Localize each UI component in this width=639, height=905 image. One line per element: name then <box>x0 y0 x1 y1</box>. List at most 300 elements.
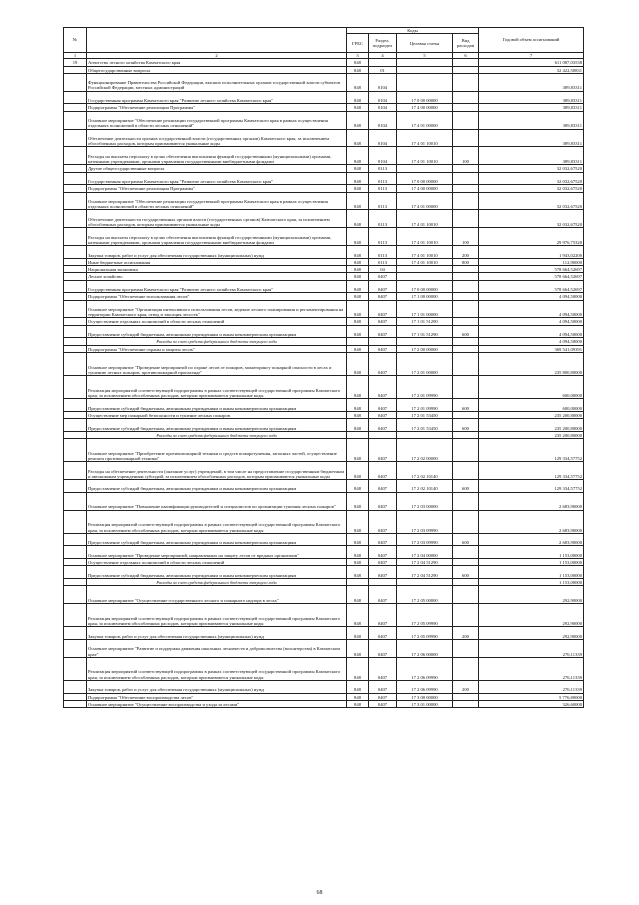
row-vid-cell <box>453 185 479 192</box>
row-razdel-cell: 0113 <box>369 258 397 265</box>
row-tselevaya-cell: 17 4 01 00000 <box>397 111 453 129</box>
row-razdel-cell <box>369 338 397 345</box>
row-num-cell <box>64 192 87 210</box>
row-grbs-cell: 848 <box>347 246 369 259</box>
table-row <box>64 492 584 510</box>
row-tselevaya-cell <box>397 338 453 345</box>
row-name-cell: Закупка товаров, работ и услуг для обеспечения государственных (муниципальных) нужд <box>87 627 347 640</box>
row-vid-cell <box>453 338 479 345</box>
row-tselevaya-cell: 17 2 01 09990 <box>397 376 453 399</box>
row-razdel-cell: 0113 <box>369 210 397 228</box>
row-name-cell: Другие общегосударственные вопросы <box>87 165 347 172</box>
row-razdel-cell: 0407 <box>369 566 397 579</box>
colnum: 1 <box>64 53 87 59</box>
row-grbs-cell: 848 <box>347 680 369 693</box>
row-vid-cell: 100 <box>453 228 479 246</box>
row-vid-cell <box>453 192 479 210</box>
row-num-cell <box>64 185 87 192</box>
row-razdel-cell: 0104 <box>369 91 397 104</box>
row-sum-cell: 129 334,57752 <box>479 439 584 462</box>
row-grbs-cell: 848 <box>347 546 369 559</box>
row-razdel-cell: 0407 <box>369 639 397 657</box>
row-num-cell: 19 <box>64 59 87 66</box>
table-row <box>64 399 584 412</box>
row-name-cell: Агентство лесного хозяйства Камчатского края <box>87 59 347 66</box>
row-tselevaya-cell: 17 1 00 00000 <box>397 293 453 300</box>
row-sum-cell: 129 334,57752 <box>479 462 584 480</box>
row-vid-cell <box>453 639 479 657</box>
row-num-cell <box>64 604 87 627</box>
row-sum-cell: 4 094,50000 <box>479 300 584 318</box>
row-grbs-cell: 848 <box>347 300 369 318</box>
row-vid-cell <box>453 586 479 604</box>
row-grbs-cell: 848 <box>347 210 369 228</box>
row-sum-cell: 235 200,80000 <box>479 419 584 432</box>
table-row <box>64 604 584 627</box>
colnum: 3 <box>347 53 369 59</box>
row-razdel-cell: 0113 <box>369 192 397 210</box>
row-razdel-cell: 0407 <box>369 280 397 293</box>
row-tselevaya-cell: 17 2 02 10140 <box>397 480 453 493</box>
row-sum-cell: 389,83311 <box>479 104 584 111</box>
row-vid-cell <box>453 300 479 318</box>
row-vid-cell <box>453 172 479 185</box>
row-name-cell: Основное мероприятие "Повышение квалификации руководителей и специалистов по организации тушения лесных пожаров" <box>87 492 347 510</box>
row-tselevaya-cell: 17 4 01 10010 <box>397 147 453 165</box>
header-num: № <box>64 28 87 53</box>
row-num-cell <box>64 325 87 338</box>
row-vid-cell <box>453 293 479 300</box>
row-name-cell: Основное мероприятие "Проведение мероприятий, направленных на защиту лесов от вредных организмов" <box>87 546 347 559</box>
row-vid-cell <box>453 700 479 707</box>
row-razdel-cell <box>369 431 397 438</box>
row-tselevaya-cell: 17 4 01 10010 <box>397 210 453 228</box>
row-tselevaya-cell: 17 3 01 00000 <box>397 700 453 707</box>
row-razdel-cell: 0407 <box>369 492 397 510</box>
row-grbs-cell: 848 <box>347 700 369 707</box>
row-razdel-cell <box>369 578 397 585</box>
row-name-cell: Основное мероприятие "Обеспечение реализации государственной программы Камчатского края в рамках осуществления отдельных полномочий в области лесных отношений" <box>87 192 347 210</box>
row-vid-cell <box>453 210 479 228</box>
table-row <box>64 533 584 546</box>
table-row <box>64 345 584 352</box>
row-name-cell: Предоставление субсидий бюджетным, автономным учреждениям и иным некоммерческим организациям <box>87 325 347 338</box>
row-razdel-cell: 0407 <box>369 586 397 604</box>
row-name-cell: Предоставление субсидий бюджетным, автономным учреждениям и иным некоммерческим организациям <box>87 533 347 546</box>
row-num-cell <box>64 111 87 129</box>
header-tselevaya: Целевая статья <box>397 34 453 53</box>
row-num-cell <box>64 439 87 462</box>
table-row <box>64 376 584 399</box>
row-grbs-cell: 848 <box>347 480 369 493</box>
row-grbs-cell: 848 <box>347 352 369 375</box>
row-num-cell <box>64 586 87 604</box>
row-name-cell: Иные бюджетные ассигнования <box>87 258 347 265</box>
row-grbs-cell: 848 <box>347 325 369 338</box>
table-row <box>64 293 584 300</box>
row-name-cell: Основное мероприятие "Развитие и поддержка движения школьных лесничеств и добровольчества (волонтерства) в Камчатском крае" <box>87 639 347 657</box>
row-grbs-cell: 848 <box>347 411 369 418</box>
row-name-cell: Государственная программа Камчатского края "Развитие лесного хозяйства Камчатского края" <box>87 91 347 104</box>
row-tselevaya-cell: 17 2 05 09990 <box>397 627 453 640</box>
row-name-cell: Основное мероприятие "Организация интенсивного использования лесов, ведение лесного планирования и регламентирования на территории Камчатского края, отвод и таксация лесосек" <box>87 300 347 318</box>
header-vid: Вид расходов <box>453 34 479 53</box>
colnum: 2 <box>87 53 347 59</box>
row-razdel-cell: 0407 <box>369 300 397 318</box>
row-vid-cell <box>453 59 479 66</box>
row-grbs-cell: 848 <box>347 604 369 627</box>
row-razdel-cell: 0407 <box>369 318 397 325</box>
row-name-cell: Государственная программа Камчатского края "Развитие лесного хозяйства Камчатского края" <box>87 172 347 185</box>
row-name-cell: Расходы на выплаты персоналу в целях обеспечения выполнения функций государственными (муниципальными) органами, казенными учреждениями, органами управления государственными внебюджетными фондами <box>87 228 347 246</box>
row-tselevaya-cell <box>397 59 453 66</box>
row-vid-cell <box>453 129 479 147</box>
row-tselevaya-cell: 17 2 05 09990 <box>397 604 453 627</box>
row-name-cell: Подпрограмма "Обеспечение реализации Программы" <box>87 104 347 111</box>
row-num-cell <box>64 300 87 318</box>
row-sum-cell: 611 087,03538 <box>479 59 584 66</box>
row-vid-cell <box>453 266 479 273</box>
row-sum-cell: 1 153,00000 <box>479 546 584 559</box>
row-grbs-cell: 848 <box>347 492 369 510</box>
row-sum-cell: 2 683,90000 <box>479 533 584 546</box>
row-vid-cell: 600 <box>453 325 479 338</box>
row-tselevaya-cell: 17 4 01 10010 <box>397 246 453 259</box>
table-row <box>64 165 584 172</box>
row-sum-cell: 32 032,67520 <box>479 165 584 172</box>
row-tselevaya-cell: 17 2 01 53450 <box>397 411 453 418</box>
table-header <box>64 28 584 59</box>
page-number: 68 <box>316 890 323 896</box>
table-row <box>64 627 584 640</box>
row-grbs-cell: 848 <box>347 73 369 91</box>
row-num-cell <box>64 480 87 493</box>
row-vid-cell <box>453 273 479 280</box>
header-sum: Годовой объем ассигнований <box>479 28 584 53</box>
row-tselevaya-cell: 17 4 00 00000 <box>397 104 453 111</box>
row-sum-cell: 292,90000 <box>479 627 584 640</box>
row-razdel-cell: 0407 <box>369 627 397 640</box>
row-vid-cell: 100 <box>453 147 479 165</box>
header-razdel: Раздел, подраздел <box>369 34 397 53</box>
row-sum-cell: 578 664,52697 <box>479 273 584 280</box>
row-tselevaya-cell: 17 2 03 09990 <box>397 510 453 533</box>
colnum: 5 <box>397 53 453 59</box>
row-razdel-cell: 0113 <box>369 228 397 246</box>
table-row <box>64 680 584 693</box>
table-row <box>64 439 584 462</box>
row-sum-cell: 235 800,80000 <box>479 352 584 375</box>
row-grbs-cell: 848 <box>347 510 369 533</box>
row-vid-cell <box>453 411 479 418</box>
row-grbs-cell: 848 <box>347 559 369 566</box>
row-razdel-cell: 01 <box>369 66 397 73</box>
table-row <box>64 185 584 192</box>
row-num-cell <box>64 566 87 579</box>
row-razdel-cell: 0407 <box>369 546 397 559</box>
row-grbs-cell: 848 <box>347 376 369 399</box>
row-num-cell <box>64 165 87 172</box>
row-vid-cell <box>453 578 479 585</box>
row-num-cell <box>64 492 87 510</box>
row-num-cell <box>64 431 87 438</box>
row-grbs-cell: 848 <box>347 533 369 546</box>
row-num-cell <box>64 627 87 640</box>
row-razdel-cell: 0407 <box>369 480 397 493</box>
table-row <box>64 325 584 338</box>
row-razdel-cell: 0407 <box>369 325 397 338</box>
row-sum-cell: 1 153,00000 <box>479 578 584 585</box>
row-num-cell <box>64 73 87 91</box>
row-tselevaya-cell: 17 2 01 53450 <box>397 419 453 432</box>
row-vid-cell: 600 <box>453 419 479 432</box>
row-name-cell: Основное мероприятие "Приобретение противопожарной техники и средств пожаротушения, запасных частей, осуществление ремонта противопожарной техники" <box>87 439 347 462</box>
row-grbs-cell: 848 <box>347 419 369 432</box>
table-row <box>64 129 584 147</box>
row-grbs-cell: 848 <box>347 66 369 73</box>
table-row <box>64 566 584 579</box>
row-tselevaya-cell: 17 1 01 00000 <box>397 300 453 318</box>
row-name-cell: Предоставление субсидий бюджетным, автономным учреждениям и иным некоммерческим организациям <box>87 399 347 412</box>
row-vid-cell: 200 <box>453 627 479 640</box>
row-sum-cell: 389,83311 <box>479 91 584 104</box>
row-tselevaya-cell: 17 2 06 09990 <box>397 657 453 680</box>
table-row <box>64 273 584 280</box>
row-razdel-cell: 0407 <box>369 273 397 280</box>
row-sum-cell: 4 094,50000 <box>479 318 584 325</box>
row-tselevaya-cell: 17 4 01 10010 <box>397 129 453 147</box>
row-vid-cell <box>453 546 479 559</box>
row-sum-cell: 112,90000 <box>479 258 584 265</box>
row-vid-cell <box>453 510 479 533</box>
table-row <box>64 228 584 246</box>
row-sum-cell: 32 032,67520 <box>479 172 584 185</box>
row-vid-cell <box>453 66 479 73</box>
table-row <box>64 111 584 129</box>
row-tselevaya-cell <box>397 66 453 73</box>
row-tselevaya-cell <box>397 73 453 91</box>
row-vid-cell <box>453 318 479 325</box>
row-num-cell <box>64 147 87 165</box>
table-row <box>64 639 584 657</box>
row-num-cell <box>64 338 87 345</box>
table-row <box>64 462 584 480</box>
row-vid-cell: 600 <box>453 533 479 546</box>
row-grbs-cell: 848 <box>347 345 369 352</box>
row-tselevaya-cell: 17 0 00 00000 <box>397 172 453 185</box>
row-name-cell: Обеспечение деятельности государственных органов власти (государственных органов) Камчатского края, за исключением обособленных расходов, которым присваиваются уникальные коды <box>87 210 347 228</box>
row-razdel-cell: 0113 <box>369 246 397 259</box>
table-row <box>64 246 584 259</box>
row-tselevaya-cell: 17 1 01 51290 <box>397 325 453 338</box>
row-grbs-cell: 848 <box>347 693 369 700</box>
row-name-cell: Осуществление мер пожарной безопасности и тушение лесных пожаров <box>87 411 347 418</box>
row-razdel-cell: 0407 <box>369 345 397 352</box>
row-vid-cell: 600 <box>453 480 479 493</box>
row-sum-cell: 600,00000 <box>479 376 584 399</box>
row-name-cell: Лесное хозяйство <box>87 273 347 280</box>
row-sum-cell: 4 094,50000 <box>479 325 584 338</box>
row-tselevaya-cell: 17 2 02 10140 <box>397 462 453 480</box>
row-razdel-cell: 0407 <box>369 510 397 533</box>
row-sum-cell: 129 334,57752 <box>479 480 584 493</box>
row-razdel-cell: 0113 <box>369 172 397 185</box>
row-sum-cell: 578 664,52697 <box>479 266 584 273</box>
row-num-cell <box>64 273 87 280</box>
row-grbs-cell <box>347 431 369 438</box>
row-num-cell <box>64 399 87 412</box>
table-body <box>64 59 584 708</box>
row-vid-cell <box>453 559 479 566</box>
table-row <box>64 147 584 165</box>
table-row <box>64 559 584 566</box>
row-num-cell <box>64 318 87 325</box>
row-grbs-cell: 848 <box>347 657 369 680</box>
row-sum-cell: 292,90000 <box>479 604 584 627</box>
row-razdel-cell: 0407 <box>369 439 397 462</box>
row-razdel-cell: 0104 <box>369 147 397 165</box>
row-grbs-cell: 848 <box>347 273 369 280</box>
row-sum-cell: 32 422,50831 <box>479 66 584 73</box>
row-grbs-cell: 848 <box>347 185 369 192</box>
row-name-cell: Закупка товаров, работ и услуг для обеспечения государственных (муниципальных) нужд <box>87 246 347 259</box>
row-name-cell: Реализация мероприятий соответствующей подпрограммы в рамках соответствующей государственной программы Камчатского края, за исключением обособленных расходов, которым присваиваются уникальные коды <box>87 510 347 533</box>
table-row <box>64 66 584 73</box>
row-num-cell <box>64 578 87 585</box>
row-sum-cell: 32 032,67520 <box>479 185 584 192</box>
row-razdel-cell: 0407 <box>369 376 397 399</box>
row-grbs-cell: 848 <box>347 293 369 300</box>
row-grbs-cell: 848 <box>347 111 369 129</box>
row-vid-cell <box>453 462 479 480</box>
row-grbs-cell: 848 <box>347 59 369 66</box>
row-sum-cell: 32 032,67520 <box>479 192 584 210</box>
row-grbs-cell: 848 <box>347 266 369 273</box>
row-name-cell: Обеспечение деятельности органов государственной власти (государственных органов) Камчатского края, за исключением обособленных расходов, которым присваиваются уникальные коды <box>87 129 347 147</box>
row-tselevaya-cell: 17 0 00 00000 <box>397 91 453 104</box>
row-vid-cell <box>453 439 479 462</box>
row-grbs-cell: 848 <box>347 147 369 165</box>
colnum: 4 <box>369 53 397 59</box>
table-row <box>64 586 584 604</box>
row-razdel-cell: 0104 <box>369 129 397 147</box>
row-vid-cell: 200 <box>453 680 479 693</box>
row-vid-cell: 800 <box>453 258 479 265</box>
row-tselevaya-cell: 17 4 00 00000 <box>397 185 453 192</box>
row-vid-cell <box>453 345 479 352</box>
row-name-cell: Расходы на обеспечение деятельности (оказание услуг) учреждений, в том числе на предоставление государственным бюджетным и автономным учреждениям субсидий, за исключением обособленных расходов, которым присваиваются уникальные коды <box>87 462 347 480</box>
row-razdel-cell: 0407 <box>369 559 397 566</box>
row-sum-cell: 276,11339 <box>479 680 584 693</box>
row-sum-cell: 389,83311 <box>479 73 584 91</box>
row-tselevaya-cell: 17 2 01 09990 <box>397 399 453 412</box>
row-num-cell <box>64 533 87 546</box>
row-razdel-cell: 0407 <box>369 700 397 707</box>
row-tselevaya-cell: 17 4 01 10010 <box>397 228 453 246</box>
row-sum-cell: 389,83311 <box>479 129 584 147</box>
row-num-cell <box>64 280 87 293</box>
row-sum-cell: 1 153,00000 <box>479 566 584 579</box>
row-razdel-cell: 0113 <box>369 165 397 172</box>
table-row <box>64 693 584 700</box>
row-grbs-cell: 848 <box>347 399 369 412</box>
row-tselevaya-cell: 17 2 04 51290 <box>397 566 453 579</box>
row-vid-cell <box>453 165 479 172</box>
row-tselevaya-cell: 17 2 06 09990 <box>397 680 453 693</box>
row-vid-cell <box>453 91 479 104</box>
row-sum-cell: 235 200,80000 <box>479 431 584 438</box>
row-tselevaya-cell: 17 2 03 00000 <box>397 492 453 510</box>
row-num-cell <box>64 293 87 300</box>
row-sum-cell: 2 683,90000 <box>479 510 584 533</box>
colnum: 7 <box>479 53 584 59</box>
row-name-cell: Подпрограмма "Обеспечение воспроизводства лесов" <box>87 693 347 700</box>
row-num-cell <box>64 462 87 480</box>
row-vid-cell: 600 <box>453 399 479 412</box>
table-row <box>64 104 584 111</box>
row-num-cell <box>64 210 87 228</box>
row-razdel-cell: 0407 <box>369 693 397 700</box>
row-name-cell: Основное мероприятие "Осуществление воспроизводства и ухода за лесами" <box>87 700 347 707</box>
document-page <box>63 27 583 708</box>
row-tselevaya-cell: 17 2 01 00000 <box>397 352 453 375</box>
row-num-cell <box>64 510 87 533</box>
row-vid-cell <box>453 73 479 91</box>
row-name-cell: Национальная экономика <box>87 266 347 273</box>
row-sum-cell: 389,83311 <box>479 111 584 129</box>
row-sum-cell: 5 776,80000 <box>479 693 584 700</box>
row-sum-cell: 29 976,75320 <box>479 228 584 246</box>
colnum: 6 <box>453 53 479 59</box>
row-razdel-cell: 0407 <box>369 533 397 546</box>
row-name-cell: Расходы за счет средств федерального бюджета текущего года <box>87 338 347 345</box>
row-tselevaya-cell: 17 3 00 00000 <box>397 693 453 700</box>
row-grbs-cell: 848 <box>347 192 369 210</box>
row-sum-cell: 2 683,90000 <box>479 492 584 510</box>
row-grbs-cell: 848 <box>347 165 369 172</box>
row-name-cell: Реализация мероприятий соответствующей подпрограммы в рамках соответствующей государственной программы Камчатского края, за исключением обособленных расходов, которым присваиваются уникальные коды <box>87 376 347 399</box>
row-num-cell <box>64 376 87 399</box>
row-grbs-cell: 848 <box>347 91 369 104</box>
row-vid-cell <box>453 104 479 111</box>
row-sum-cell: 235 200,80000 <box>479 411 584 418</box>
row-sum-cell: 578 664,52697 <box>479 280 584 293</box>
row-grbs-cell: 848 <box>347 172 369 185</box>
row-vid-cell <box>453 492 479 510</box>
table-subrow <box>64 431 584 438</box>
row-name-cell: Закупка товаров, работ и услуг для обеспечения государственных (муниципальных) нужд <box>87 680 347 693</box>
table-row <box>64 210 584 228</box>
row-vid-cell <box>453 352 479 375</box>
row-grbs-cell: 848 <box>347 462 369 480</box>
row-num-cell <box>64 639 87 657</box>
row-tselevaya-cell <box>397 578 453 585</box>
row-num-cell <box>64 66 87 73</box>
row-name-cell: Предоставление субсидий бюджетным, автономным учреждениям и иным некоммерческим организациям <box>87 419 347 432</box>
row-tselevaya-cell: 17 4 01 10010 <box>397 258 453 265</box>
row-name-cell: Общегосударственные вопросы <box>87 66 347 73</box>
row-grbs-cell: 848 <box>347 129 369 147</box>
table-row <box>64 300 584 318</box>
table-row <box>64 546 584 559</box>
row-vid-cell <box>453 693 479 700</box>
row-razdel-cell: 0104 <box>369 73 397 91</box>
row-vid-cell <box>453 431 479 438</box>
row-name-cell: Подпрограмма "Обеспечение использования лесов" <box>87 293 347 300</box>
row-name-cell: Основное мероприятие "Проведение мероприятий по охране лесов от пожаров, мониторингу пожарной опасности в лесах и тушению лесных пожаров, противопожарной пропаганде" <box>87 352 347 375</box>
row-grbs-cell: 848 <box>347 439 369 462</box>
row-razdel-cell: 0407 <box>369 657 397 680</box>
